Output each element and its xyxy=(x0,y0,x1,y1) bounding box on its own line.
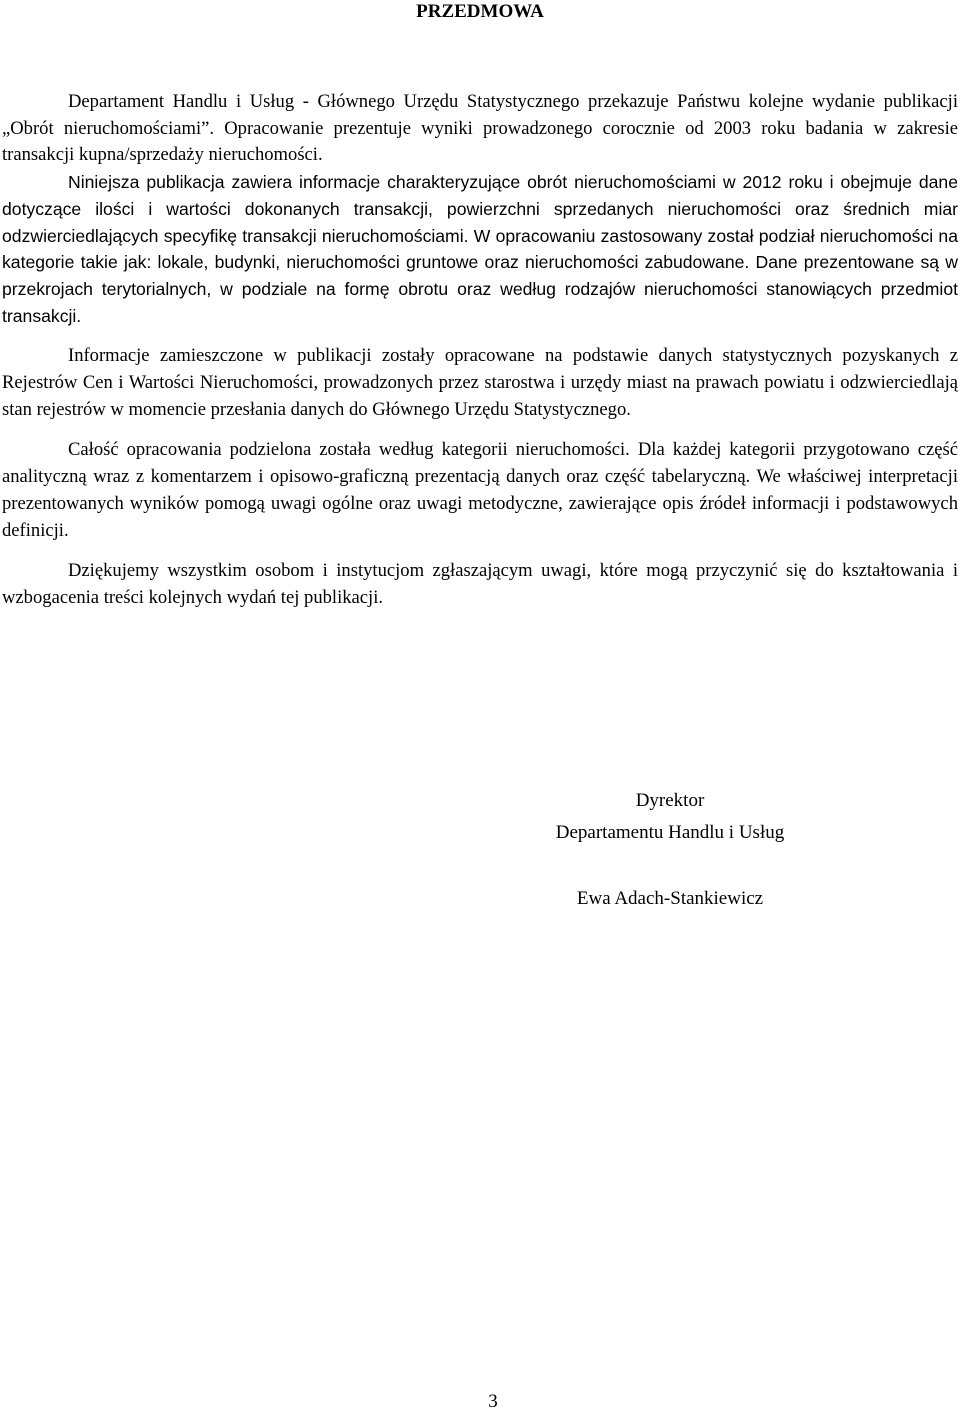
paragraph-contents: Niniejsza publikacja zawiera informacje charakteryzujące obrót nieruchomościami w 2012 roku i obejmuje dane dotyczące ilości i wartości dokonanych transakcji, powierzchni sprzedanych nieruchomości oraz średnich miar odzwierciedlających specyfikę transakcji nieruchomościami. W opracowaniu zastosowany został podział nieruchomości na kategorie takie jak: lokale, budynki, nieruchomości gruntowe oraz nieruchomości zabudowane. Dane prezentowane są w przekrojach terytorialnych, w podziale na formę obrotu oraz według rodzajów nieruchomości stanowiących przedmiot transakcji. xyxy=(2,172,958,326)
signature-role: Dyrektor xyxy=(635,790,705,811)
page-number: 3 xyxy=(488,1391,498,1412)
paragraph-structure: Całość opracowania podzielona została według kategorii nieruchomości. Dla każdej kategorii przygotowano część analityczną wraz z komentarzem i opisowo-graficzną prezentacją danych oraz część tabelaryczną. We właściwej interpretacji prezentowanych wyników pomogą uwagi ogólne oraz uwagi metodyczne, zawierające opis źródeł informacji i podstawowych definicji. xyxy=(2,439,958,541)
document-title: PRZEDMOWA xyxy=(416,1,544,22)
paragraph-intro: Departament Handlu i Usług - Głównego Urzędu Statystycznego przekazuje Państwu kolejne wydanie publikacji „Obrót nieruchomościami”. Opracowanie prezentuje wyniki prowadzonego corocznie od 2003 roku badania w zakresie transakcji kupna/sprzedaży nieruchomości. xyxy=(2,91,958,166)
signature-department: Departamentu Handlu i Usług xyxy=(555,822,785,843)
paragraph-thanks: Dziękujemy wszystkim osobom i instytucjom zgłaszającym uwagi, które mogą przyczynić się do kształtowania i wzbogacenia treści kolejnych wydań tej publikacji. xyxy=(2,560,958,608)
body-text xyxy=(2,89,958,612)
signature-name: Ewa Adach-Stankiewicz xyxy=(576,888,764,909)
paragraph-sources: Informacje zamieszczone w publikacji zostały opracowane na podstawie danych statystycznych pozyskanych z Rejestrów Cen i Wartości Nieruchomości, prowadzonych przez starostwa i urzędy miast na prawach powiatu i odzwierciedlają stan rejestrów w momencie przesłania danych do Głównego Urzędu Statystycznego. xyxy=(2,345,958,420)
signature-block xyxy=(510,785,830,915)
